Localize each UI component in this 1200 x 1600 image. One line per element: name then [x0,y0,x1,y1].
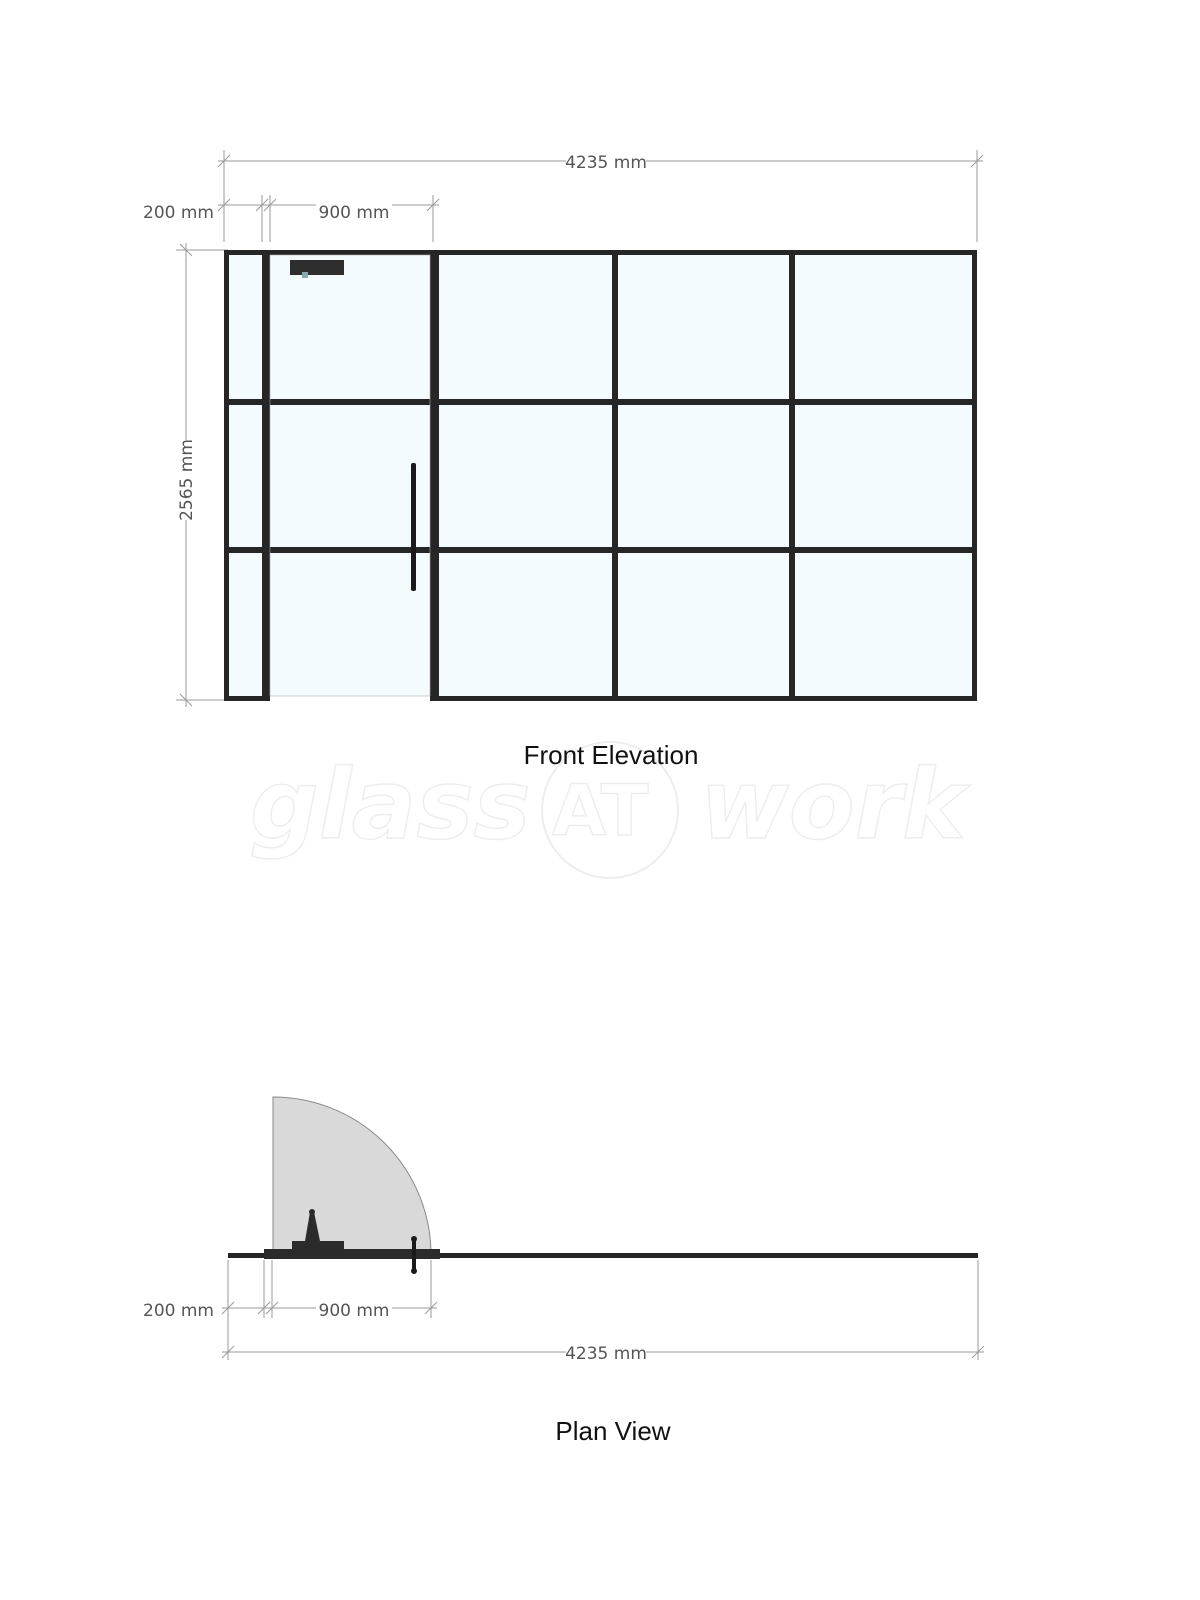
plan-dim-door-label: 900 mm [318,1301,390,1321]
mullion-2 [612,250,618,701]
plan-title: Plan View [555,1416,671,1446]
dim-sidelight-label: 200 mm [143,203,214,223]
frame-bottom-fixed [432,696,977,701]
dim-door-label: 900 mm [318,203,390,223]
plan-dim-sidelight-label: 200 mm [143,1301,214,1321]
frame-left [224,250,229,701]
dim-sidelight-door [143,195,439,242]
watermark-right: work [700,749,966,861]
mullion-3 [789,250,795,701]
mullion-sidelight [262,250,270,701]
front-elevation [143,150,983,770]
plan-view [143,1097,984,1446]
dim-height [176,243,228,707]
transom-lower [224,547,977,553]
glass-panels [228,254,973,696]
elevation-title: Front Elevation [523,740,699,770]
door-closer [290,260,344,275]
frame-top [224,250,977,255]
dim-overall-width-label: 4235 mm [565,153,647,173]
watermark-mid: AT [552,770,649,852]
door-pull-handle [411,463,416,591]
transom-upper [224,399,977,405]
door-swing-arc [273,1097,431,1255]
dim-height-label: 2565 mm [177,439,197,521]
plan-dim-sidelight-door [143,1260,437,1322]
mullion-door-jamb [430,250,439,701]
door-closer-arm [302,272,308,278]
frame-right [972,250,977,701]
plan-dim-overall-label: 4235 mm [565,1344,647,1364]
watermark-left: glass [250,749,531,861]
